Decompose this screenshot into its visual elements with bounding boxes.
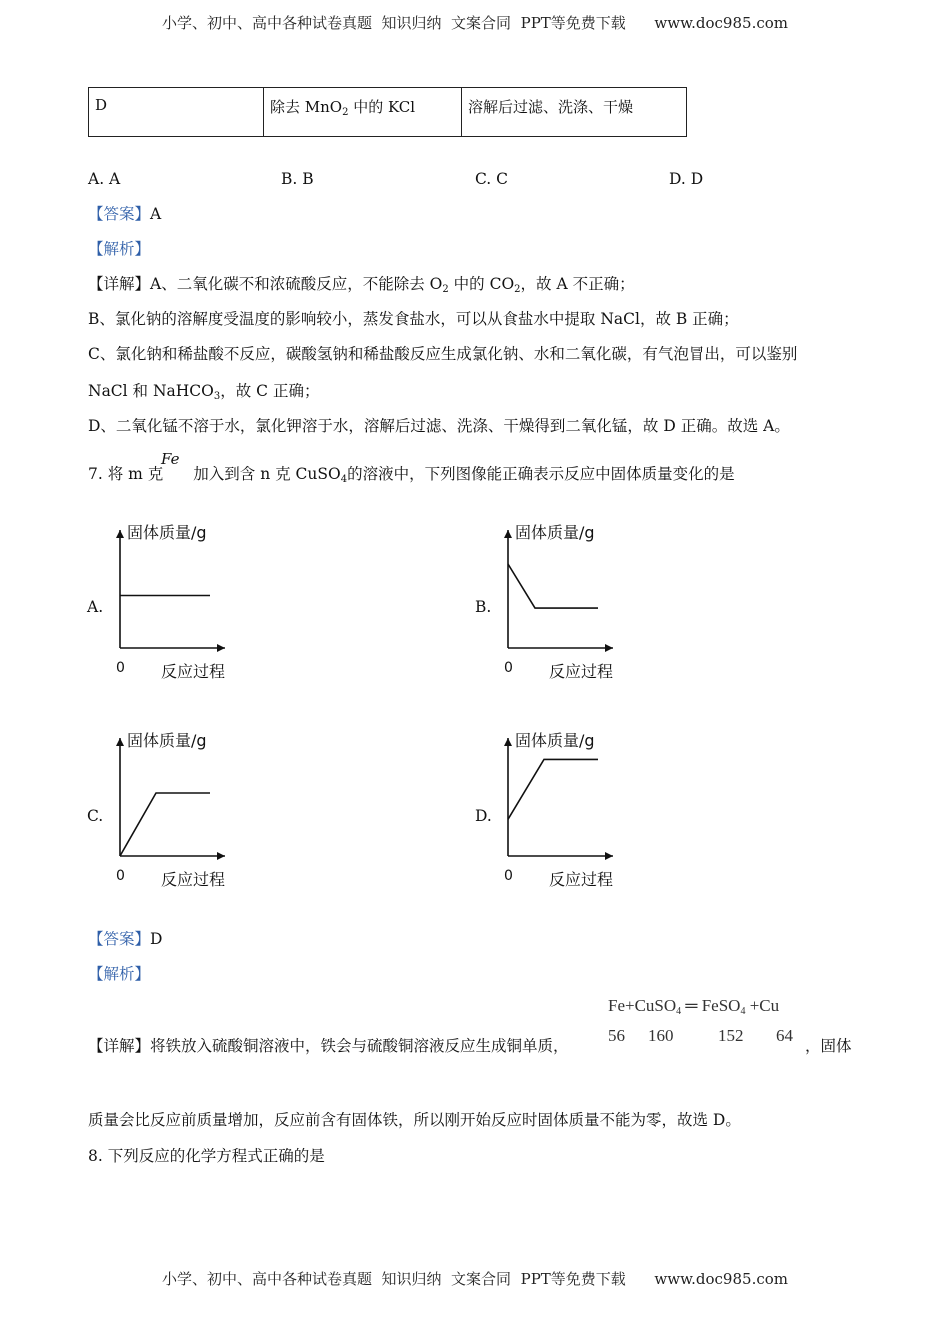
x-axis-label: 反应过程 (161, 662, 226, 681)
q6-detail-c2 (88, 381, 319, 407)
q7-stem (88, 464, 735, 490)
graph-svg-d (498, 720, 628, 890)
q6-answer (88, 204, 161, 224)
q6-choice-a: A. A (88, 170, 121, 188)
chemical-equation (608, 996, 779, 1017)
answer-value: D (150, 930, 163, 948)
q7-analysis-tag (88, 964, 150, 984)
q7-stem-mid: 加入到含 n 克 CuSO (193, 465, 341, 483)
table-cell-purpose (264, 88, 462, 137)
detail-c2-sub: 3 (213, 391, 221, 402)
q7-answer (88, 929, 162, 949)
y-axis-arrow (504, 738, 512, 746)
q7-stem-pre: 7. 将 m 克 (88, 465, 164, 483)
eq-feso4: ═ FeSO (681, 996, 741, 1015)
x-axis-arrow (605, 644, 613, 652)
page-header: 小学、初中、高中各种试卷真题 知识归纳 文案合同 PPT等免费下载 www.doc985.com (161, 14, 788, 32)
graph-d (498, 720, 628, 894)
x-axis-label: 反应过程 (549, 870, 614, 889)
analysis-tag: 【解析】 (88, 240, 151, 258)
graph-svg-b (498, 512, 628, 682)
y-axis-label: 固体质量/g (127, 523, 207, 542)
y-axis-label: 固体质量/g (515, 523, 595, 542)
y-axis-arrow (504, 530, 512, 538)
q6-detail-a (88, 274, 635, 300)
eq-mass-cu: 64 (776, 1026, 793, 1045)
x-axis-arrow (605, 852, 613, 860)
eq-sub1: 4 (676, 1006, 682, 1017)
detail-c2-text: NaCl 和 NaHCO (88, 382, 214, 400)
graph-c (110, 720, 240, 894)
x-axis-label: 反应过程 (549, 662, 614, 681)
origin-label: 0 (504, 660, 513, 676)
q7-stem-post: 的溶液中，下列图像能正确表示反应中固体质量变化的是 (347, 465, 735, 483)
eq-mass-fe: 56 (608, 1026, 625, 1045)
series-line-d (508, 759, 598, 819)
y-axis-label: 固体质量/g (127, 731, 207, 750)
q6-choice-d: D. D (669, 170, 704, 188)
y-axis-arrow (116, 738, 124, 746)
q7-detail-2: 质量会比反应前质量增加，反应前含有固体铁，所以刚开始反应时固体质量不能为零，故选 D。 (88, 1111, 741, 1129)
answer-tag: 【答案】 (88, 930, 151, 948)
q6-detail-b: B、氯化钠的溶解度受温度的影响较小，蒸发食盐水，可以从食盐水中提取 NaCl，故 B 正确； (88, 310, 739, 328)
series-line-c (120, 793, 210, 856)
detail-1-text: 将铁放入硫酸铜溶液中，铁会与硫酸铜溶液反应生成铜单质， (150, 1037, 569, 1055)
origin-label: 0 (116, 868, 125, 884)
graph-d-label: D. (475, 807, 492, 825)
q7-detail-1-end: ，固体 (805, 1037, 852, 1055)
x-axis-arrow (217, 644, 225, 652)
detail-a-sub1: 2 (442, 284, 449, 295)
eq-cu: +Cu (745, 996, 780, 1015)
table-row (89, 88, 687, 137)
option-table (88, 87, 687, 137)
fe-symbol: Fe (161, 450, 180, 468)
answer-value: A (150, 205, 162, 223)
detail-tag: 【详解】 (88, 275, 151, 293)
y-axis-label: 固体质量/g (515, 731, 595, 750)
purpose-text-2: 中的 KCl (348, 98, 416, 116)
q6-detail-c1: C、氯化钠和稀盐酸不反应，碳酸氢钠和稀盐酸反应生成氯化钠、水和二氧化碳，有气泡冒出，可以鉴别 (88, 345, 798, 363)
x-axis-label: 反应过程 (161, 870, 226, 889)
eq-cuso4: +CuSO (625, 996, 677, 1015)
detail-a-text: A、二氧化碳不和浓硫酸反应，不能除去 O (150, 275, 443, 293)
graph-svg-c (110, 720, 240, 890)
graph-a-label: A. (87, 598, 104, 616)
page-footer: 小学、初中、高中各种试卷真题 知识归纳 文案合同 PPT等免费下载 www.doc985.com (161, 1270, 788, 1288)
q6-analysis-tag (88, 239, 150, 259)
analysis-tag: 【解析】 (88, 965, 151, 983)
y-axis-arrow (116, 530, 124, 538)
q6-choice-c: C. C (475, 170, 509, 188)
series-line-b (508, 564, 598, 608)
table-cell-method: 溶解后过滤、洗涤、干燥 (462, 88, 687, 137)
detail-tag: 【详解】 (88, 1037, 151, 1055)
q7-stem-sub: 4 (340, 474, 348, 485)
eq-sub2: 4 (740, 1006, 746, 1017)
q7-detail-1 (88, 1036, 569, 1056)
detail-a-mid: 中的 CO (448, 275, 515, 293)
origin-label: 0 (504, 868, 513, 884)
table-cell-option: D (89, 88, 264, 137)
graph-a (110, 512, 240, 686)
q6-choice-b: B. B (281, 170, 314, 188)
eq-fe: Fe (608, 996, 625, 1015)
q8-stem: 8. 下列反应的化学方程式正确的是 (88, 1147, 325, 1165)
origin-label: 0 (116, 660, 125, 676)
eq-mass-cuso4: 160 (648, 1026, 674, 1045)
eq-mass-feso4: 152 (718, 1026, 744, 1045)
graph-c-label: C. (87, 807, 104, 825)
graph-svg-a (110, 512, 240, 682)
purpose-text: 除去 MnO (270, 98, 343, 116)
detail-a-sub2: 2 (514, 284, 521, 295)
graph-b (498, 512, 628, 686)
detail-c2-post: ，故 C 正确； (220, 382, 320, 400)
graph-b-label: B. (475, 598, 492, 616)
x-axis-arrow (217, 852, 225, 860)
q6-detail-d: D、二氧化锰不溶于水，氯化钾溶于水，溶解后过滤、洗涤、干燥得到二氧化锰，故 D 正确。故选 A。 (88, 417, 790, 435)
purpose-sub: 2 (342, 107, 349, 118)
answer-tag: 【答案】 (88, 205, 151, 223)
detail-a-post: ，故 A 不正确； (520, 275, 635, 293)
